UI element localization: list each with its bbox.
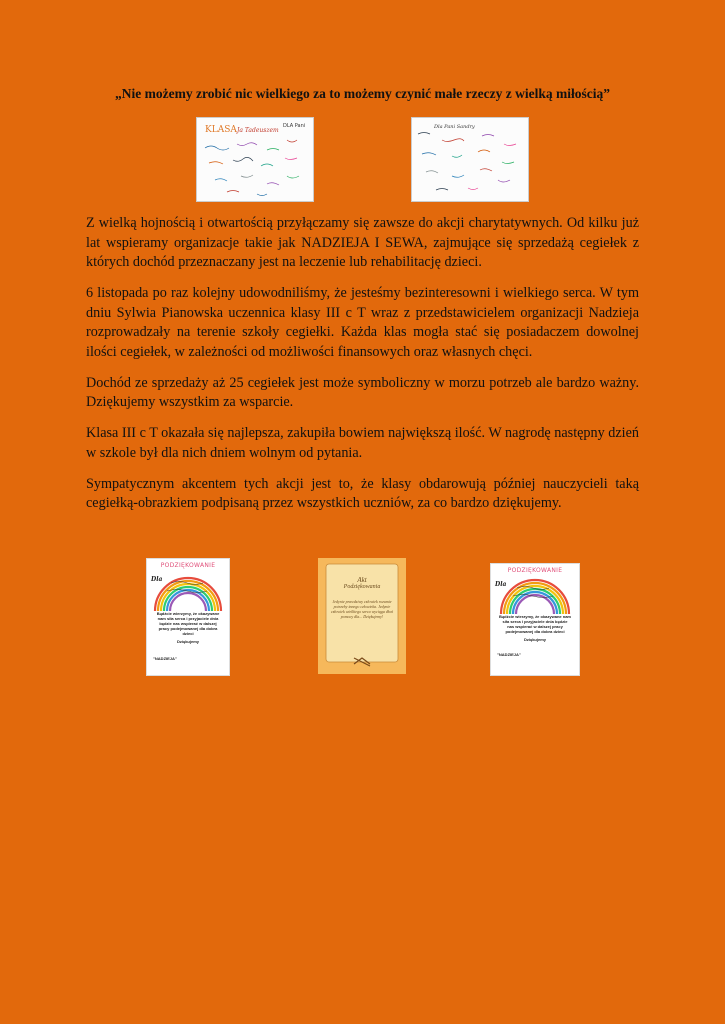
card-thanks: Dziękujemy	[176, 639, 199, 644]
certificate-line2: Podziękowania	[343, 584, 381, 590]
class-card-photo-left	[196, 117, 314, 202]
card-body: Bądźcie wierzymy, że okazywane nam siła serca i przyjaciele dnia będzie nas wspierać w dalszej pracy podejmowanej dla dobra dzieci	[156, 611, 220, 636]
photo-note: DLA Pani	[283, 123, 306, 129]
thank-you-card-right	[490, 563, 580, 676]
certificate-scroll-card	[318, 558, 406, 674]
certificate-text	[328, 576, 396, 619]
page-title: „Nie możemy zrobić nic wielkiego za to możemy czynić małe rzeczy z wielką miłością”	[115, 86, 610, 101]
card-dla: Dla	[151, 576, 163, 583]
photo-heading: Dla Pani Sandry	[434, 124, 475, 130]
thank-you-card-left	[146, 558, 230, 676]
photo-heading2: Ja Tadeuszem	[237, 127, 279, 134]
card-org: "NADZIEJA"	[497, 652, 521, 657]
rainbow-icon	[147, 569, 229, 611]
paragraph: Dochód ze sprzedaży aż 25 cegiełek jest może symboliczny w morzu potrzeb ale bardzo ważny. Dziękujemy wszystkim za wsparcie.	[86, 374, 639, 410]
paragraph: Sympatycznym akcentem tych akcji jest to, że klasy obdarowują później nauczycieli taką cegiełką-obrazkiem podpisaną przez wszystkich uczniów, za co bardzo dziękujemy.	[86, 475, 639, 511]
card-dla: Dla	[495, 581, 507, 588]
card-title: PODZIĘKOWANIE	[160, 562, 216, 569]
card-org: "NADZIEJA"	[153, 656, 177, 661]
paragraph: Klasa III c T okazała się najlepsza, zakupiła bowiem największą ilość. W nagrodę następny dzień w szkole był dla nich dniem wolnym od pytania.	[86, 425, 639, 461]
article-body	[86, 214, 639, 525]
paragraph: 6 listopada po raz kolejny udowodniliśmy, że jesteśmy bezinteresowni i wielkiego serca. W tym dniu Sylwia Pianowska uczennica klasy III c T wraz z przedstawicielem organizacji Nadzieja rozprowadzały na terenie szkoły cegiełki. Każda klas mogła stać się posiadaczem dowolnej ilości cegiełek, w zależności od możliwości finansowych oraz własnych chęci.	[86, 285, 639, 360]
signatures-illustration	[412, 118, 528, 201]
card-title: PODZIĘKOWANIE	[507, 567, 563, 574]
paragraph: Z wielką hojnością i otwartością przyłączamy się zawsze do akcji charytatywnych. Od kilku już lat wspieramy organizacje takie jak NADZIEJA I SEWA, zajmujące się sprzedażą cegiełek z których dochód przeznaczany jest na leczenie lub rehabilitację dzieci.	[86, 215, 639, 270]
certificate-line1: Akt	[357, 576, 367, 584]
certificate-body: Jedynie prawdziwy człowiek rozumie potrzeby innego człowieka. Jedynie człowiek wielkiego serca wyciąga dłoń pomocy dla... Dziękujemy!	[330, 599, 394, 619]
photo-heading: KLASA	[205, 125, 237, 135]
class-card-photo-right	[411, 117, 529, 202]
rainbow-icon	[491, 574, 579, 614]
card-thanks: Dziękujemy	[523, 637, 546, 642]
signatures-illustration	[197, 118, 313, 201]
card-body: Bądźcie wierzymy, że okazywane nam siła serca i przyjaciele dnia będzie nas wspierać w dalszej pracy podejmowanej dla dobra dzieci	[499, 614, 571, 634]
